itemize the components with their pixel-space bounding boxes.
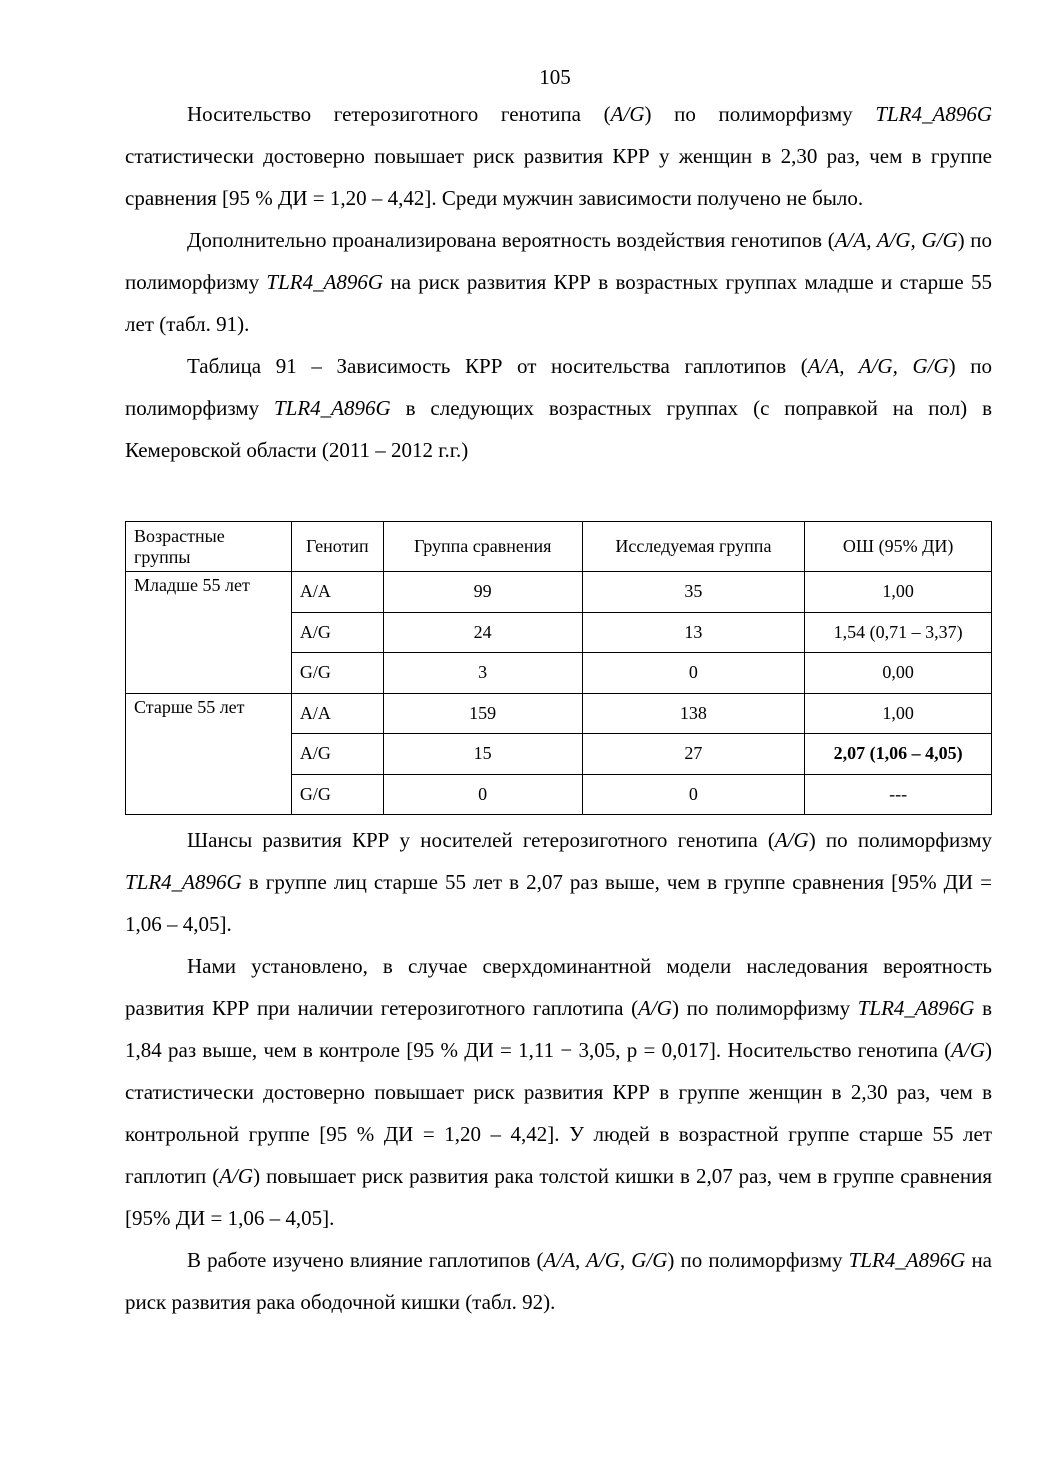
text-run: на риск развития рака ободочной кишки (табл. 92). (125, 1248, 992, 1314)
italic-term: TLR4_A896G (875, 102, 992, 126)
text-run: ) статистически достоверно повышает риск развития КРР в группе женщин в 2,30 раз, чем в контрольной группе [95 % ДИ = 1,20 – 4,42]. У людей в возрастной группе старше 55 лет гаплотип ( (125, 1038, 992, 1188)
age-group-cell: Старше 55 лет (126, 693, 292, 815)
paragraph (125, 219, 992, 345)
italic-term: TLR4_A896G (274, 396, 391, 420)
control-count-cell: 15 (383, 734, 582, 775)
study-count-cell: 0 (582, 653, 805, 694)
control-count-cell: 3 (383, 653, 582, 694)
study-count-cell: 0 (582, 774, 805, 815)
text-run: Дополнительно проанализирована вероятность воздействия генотипов ( (187, 228, 835, 252)
study-count-cell: 35 (582, 572, 805, 613)
odds-ratio-cell: 1,00 (805, 572, 992, 613)
text-run: ) по полиморфизму (667, 1248, 849, 1272)
study-count-cell: 138 (582, 693, 805, 734)
odds-ratio-cell: 1,00 (805, 693, 992, 734)
text-run: в группе лиц старше 55 лет в 2,07 раз выше, чем в группе сравнения [95% ДИ = 1,06 – 4,05]. (125, 870, 992, 936)
text-run: статистически достоверно повышает риск развития КРР у женщин в 2,30 раз, чем в группе сравнения [95 % ДИ = 1,20 – 4,42]. Среди мужчин зависимости получено не было. (125, 144, 992, 210)
text-run: ) по полиморфизму (125, 228, 993, 294)
column-header: ОШ (95% ДИ) (805, 522, 992, 572)
odds-ratio-cell: 1,54 (0,71 – 3,37) (805, 612, 992, 653)
paragraph (125, 819, 992, 945)
text-run: Носительство гетерозиготного генотипа ( (187, 102, 611, 126)
text-run: ) по полиморфизму (125, 354, 992, 420)
study-count-cell: 27 (582, 734, 805, 775)
column-header: Возрастные группы (126, 522, 292, 572)
text-block-bottom (125, 819, 992, 1323)
page-number: 105 (539, 65, 571, 89)
table-row (126, 693, 992, 734)
text-run: ) по полиморфизму (808, 828, 992, 852)
paragraph (125, 945, 992, 1239)
paragraph (125, 1239, 992, 1323)
control-count-cell: 0 (383, 774, 582, 815)
age-group-cell: Младше 55 лет (126, 572, 292, 694)
paragraph (125, 93, 992, 219)
italic-term: TLR4_A896G (266, 270, 384, 294)
odds-ratio-cell: 2,07 (1,06 – 4,05) (805, 734, 992, 775)
italic-term: A/G (774, 828, 809, 852)
text-run: на риск развития КРР в возрастных группах младше и старше 55 лет (табл. 91). (125, 270, 992, 336)
genotype-cell: A/G (291, 734, 383, 775)
column-header: Исследуемая группа (582, 522, 805, 572)
column-header: Генотип (291, 522, 383, 572)
column-header: Группа сравнения (383, 522, 582, 572)
italic-term: TLR4_A896G (125, 870, 242, 894)
study-count-cell: 13 (582, 612, 805, 653)
genotype-cell: A/G (291, 612, 383, 653)
odds-ratio-cell: 0,00 (805, 653, 992, 694)
text-run: в следующих возрастных группах (с поправкой на пол) в Кемеровской области (2011 – 2012 г.г.) (125, 396, 992, 462)
genotype-cell: G/G (291, 774, 383, 815)
italic-term: A/G (610, 102, 645, 126)
text-run: ) по полиморфизму (644, 102, 876, 126)
odds-ratio-cell: --- (805, 774, 992, 815)
genotype-cell: A/A (291, 572, 383, 613)
table-caption (125, 345, 992, 471)
results-table (125, 521, 992, 815)
control-count-cell: 99 (383, 572, 582, 613)
text-run: Нами установлено, в случае сверхдоминантной модели наследования вероятность развития КРР при наличии гетерозиготного гаплотипа ( (125, 954, 992, 1020)
italic-term: A/A, A/G, G/G (807, 354, 949, 378)
text-run: Шансы развития КРР у носителей гетерозиготного генотипа ( (187, 828, 775, 852)
text-run: в 1,84 раз выше, чем в контроле [95 % ДИ = 1,11 − 3,05, p = 0,017]. Носительство генотипа ( (125, 996, 992, 1062)
genotype-cell: A/A (291, 693, 383, 734)
italic-term: A/A, A/G, G/G (834, 228, 958, 252)
table-row (126, 572, 992, 613)
italic-term: A/G (638, 996, 672, 1020)
control-count-cell: 24 (383, 612, 582, 653)
text-run: ) повышает риск развития рака толстой кишки в 2,07 раз, чем в группе сравнения [95% ДИ = 1,06 – 4,05]. (125, 1164, 993, 1230)
text-run: В работе изучено влияние гаплотипов ( (187, 1248, 544, 1272)
text-run: Таблица 91 – Зависимость КРР от носительства гаплотипов ( (187, 354, 808, 378)
control-count-cell: 159 (383, 693, 582, 734)
italic-term: TLR4_A896G (857, 996, 975, 1020)
genotype-cell: G/G (291, 653, 383, 694)
text-run: ) по полиморфизму (671, 996, 858, 1020)
italic-term: A/G (219, 1164, 254, 1188)
table-header-row (126, 522, 992, 572)
italic-term: A/G (951, 1038, 985, 1062)
italic-term: A/A, A/G, G/G (543, 1248, 668, 1272)
italic-term: TLR4_A896G (848, 1248, 966, 1272)
text-block-top (125, 93, 992, 471)
